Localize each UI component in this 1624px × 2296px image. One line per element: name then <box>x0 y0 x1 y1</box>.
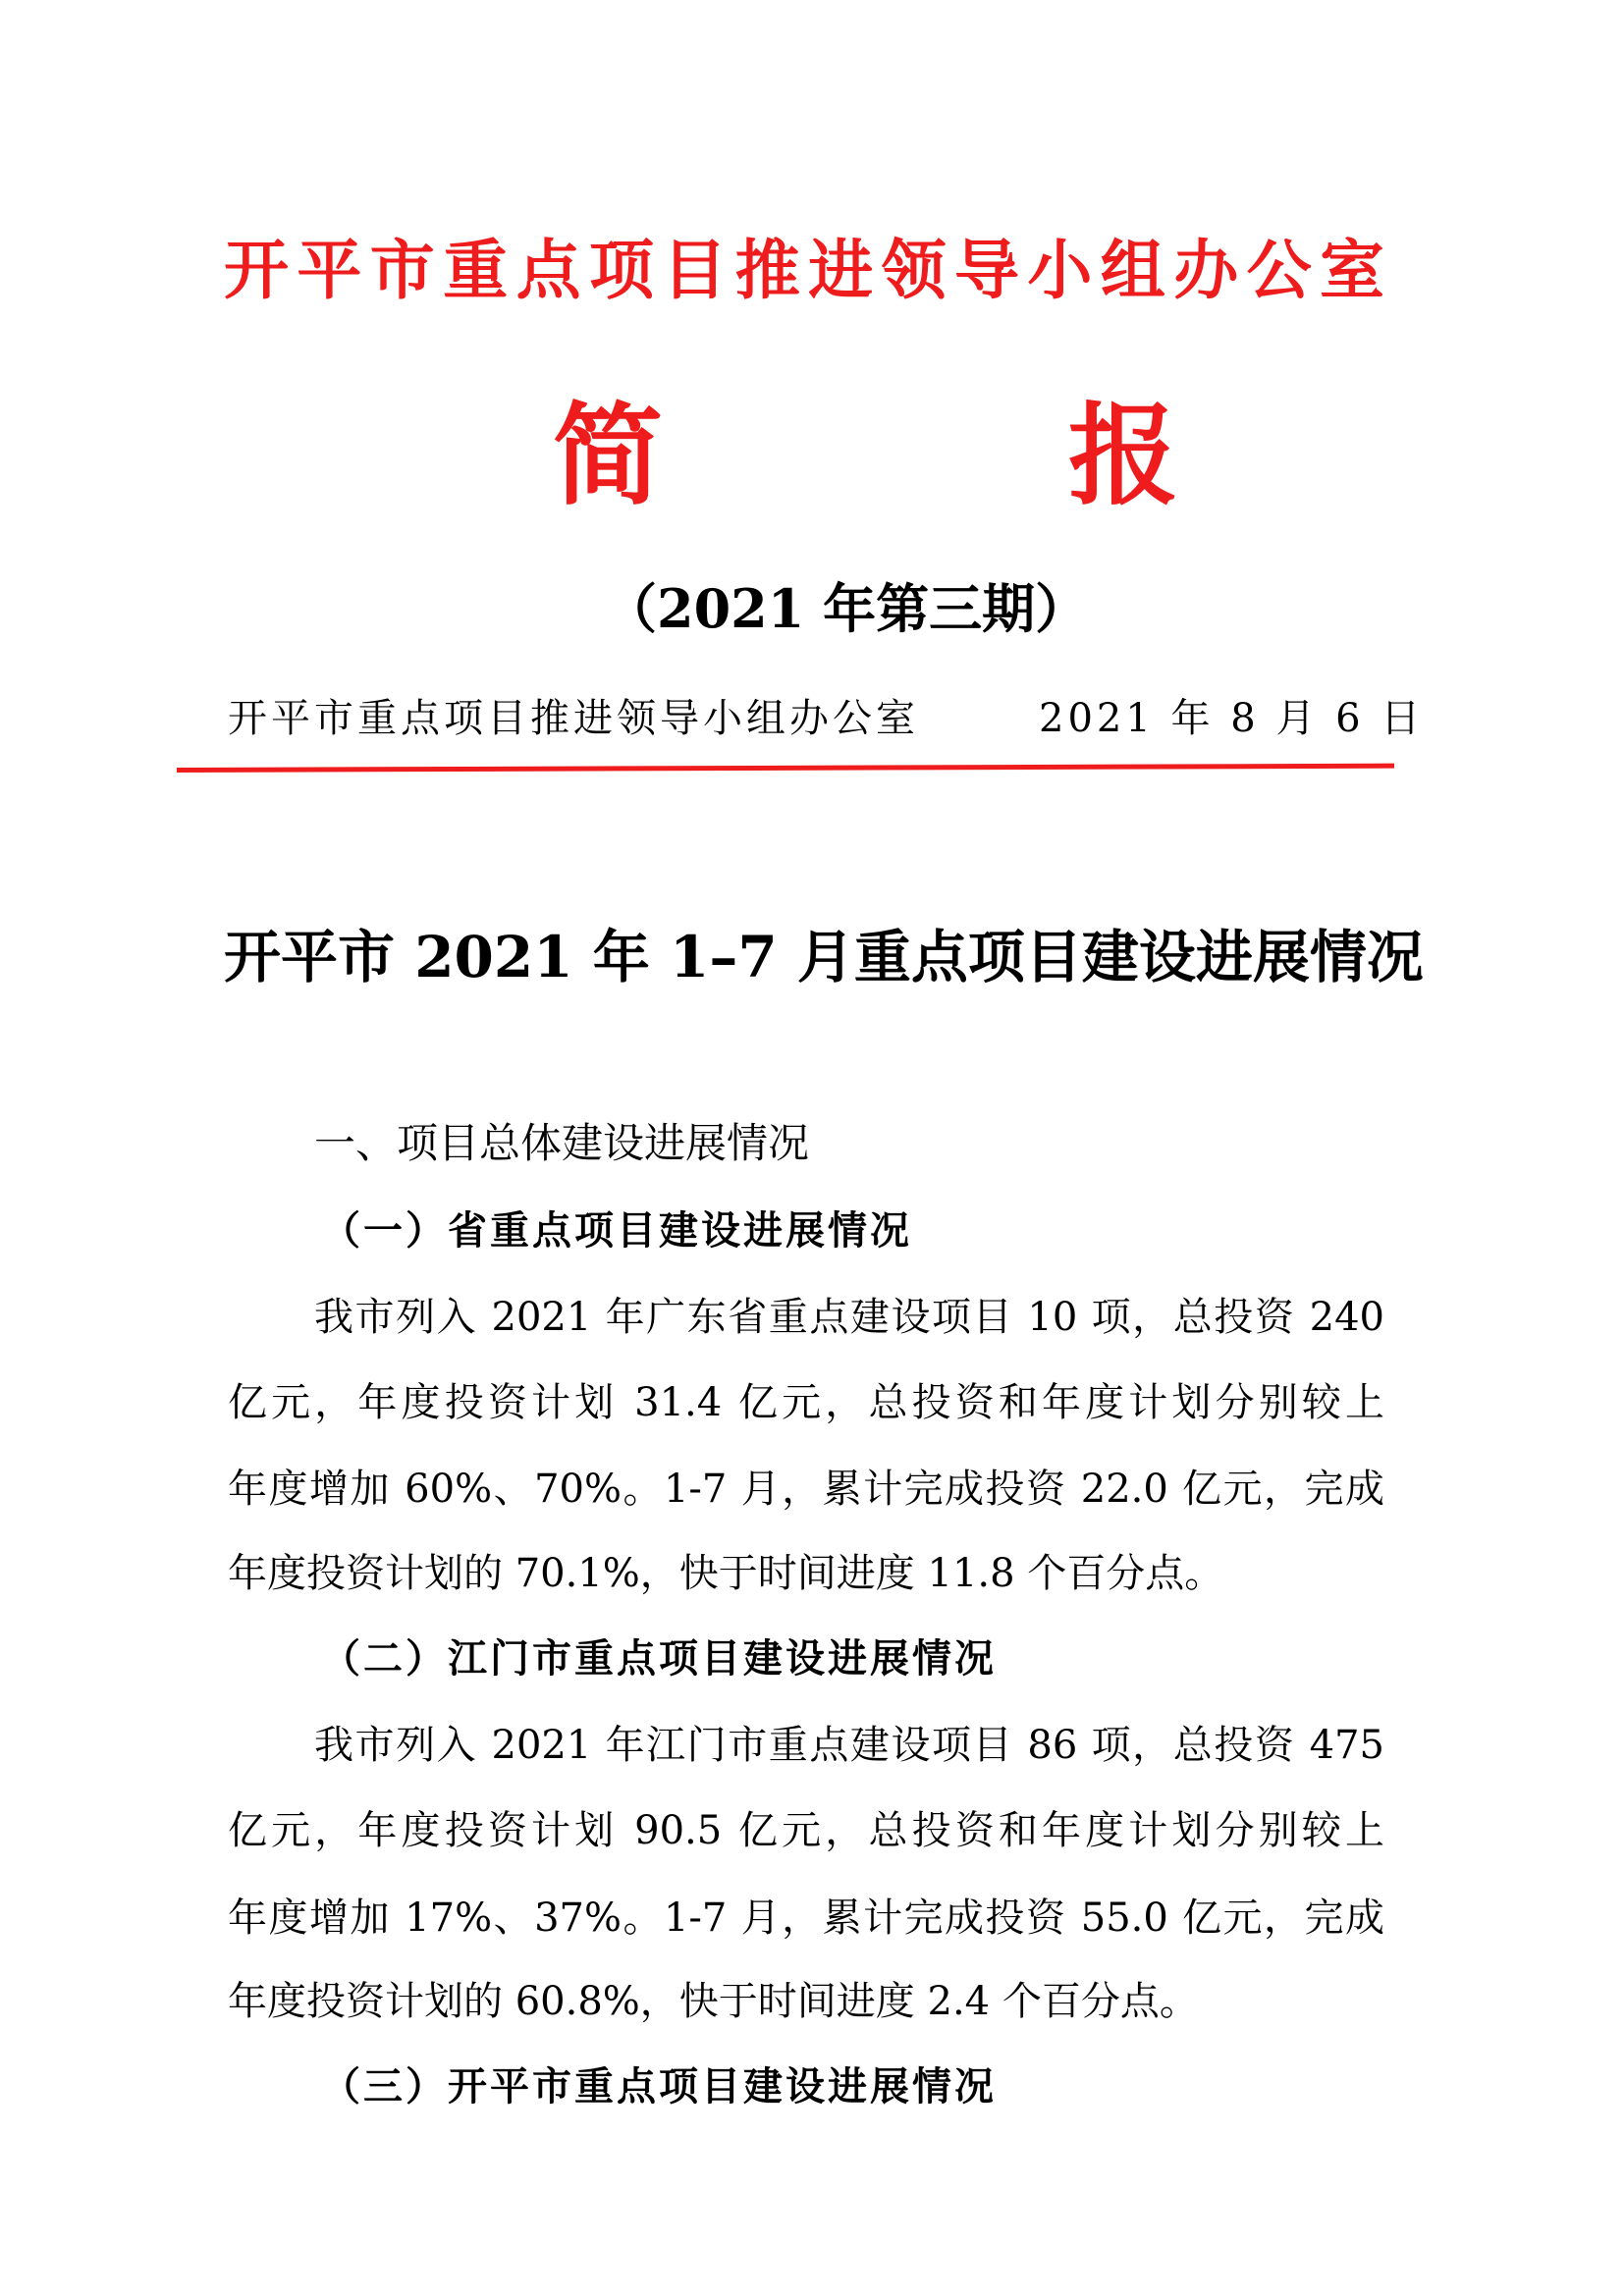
paragraph-line: 年度投资计划的 60.8%，快于时间进度 2.4 个百分点。 <box>228 1979 1199 2024</box>
bulletin-title-char-2: 报 <box>1068 392 1178 520</box>
bulletin-title-char-1: 简 <box>553 392 663 520</box>
document-title: 开平市 2021 年 1–7 月重点项目建设进展情况 <box>224 924 1424 990</box>
section-heading: 一、项目总体建设进展情况 <box>314 1119 810 1167</box>
paragraph-line: 我市列入 2021 年广东省重点建设项目 10 项，总投资 240 <box>314 1295 1384 1340</box>
paragraph-line: 年度增加 17%、37%。1-7 月，累计完成投资 55.0 亿元，完成 <box>228 1896 1384 1941</box>
issuer: 开平市重点项目推进领导小组办公室 <box>228 696 919 741</box>
issue-number: （2021 年第三期） <box>604 577 1089 640</box>
paragraph-line: 我市列入 2021 年江门市重点建设项目 86 项，总投资 475 <box>314 1723 1384 1768</box>
issue-date: 2021 年 8 月 6 日 <box>1039 696 1425 741</box>
paragraph-line: 亿元，年度投资计划 90.5 亿元，总投资和年度计划分别较上 <box>228 1808 1384 1853</box>
subsection-heading: （二）江门市重点项目建设进展情况 <box>321 1635 997 1682</box>
subsection-heading: （一）省重点项目建设进展情况 <box>321 1207 912 1254</box>
subsection-heading: （三）开平市重点项目建设进展情况 <box>321 2063 997 2109</box>
paragraph-line: 年度增加 60%、70%。1-7 月，累计完成投资 22.0 亿元，完成 <box>228 1467 1384 1512</box>
paragraph-line: 年度投资计划的 70.1%，快于时间进度 11.8 个百分点。 <box>228 1551 1224 1596</box>
red-divider <box>177 764 1394 773</box>
issuing-office-title: 开平市重点项目推进领导小组办公室 <box>224 232 1384 308</box>
paragraph-line: 亿元，年度投资计划 31.4 亿元，总投资和年度计划分别较上 <box>228 1380 1384 1425</box>
